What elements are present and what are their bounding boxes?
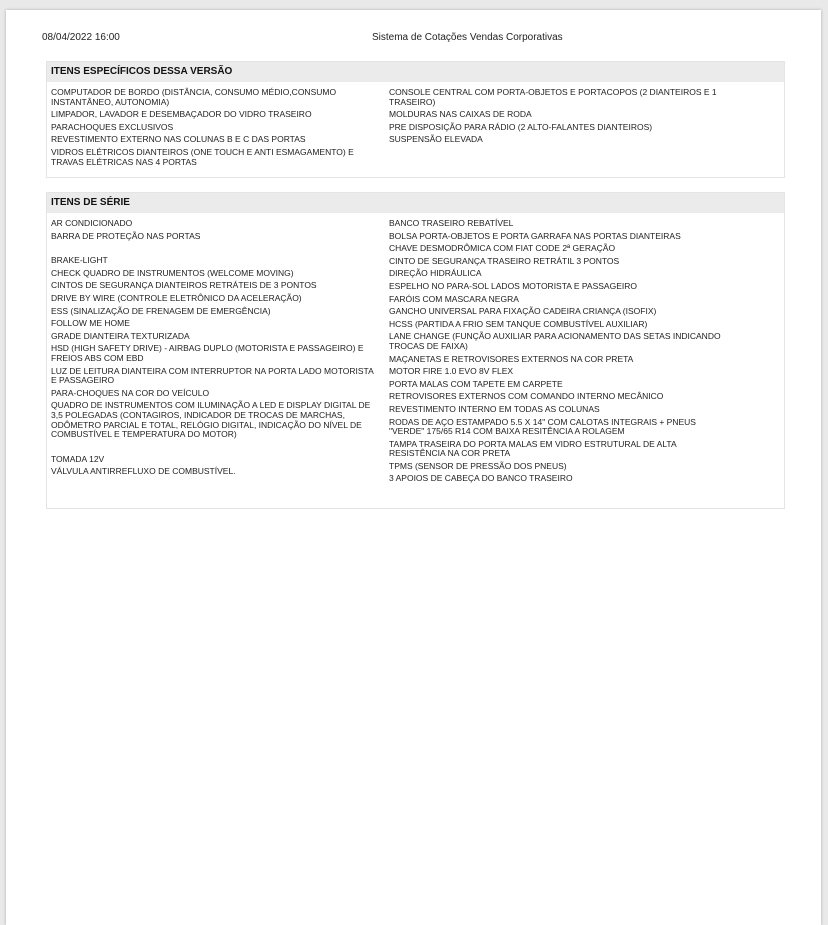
list-item: 3 APOIOS DE CABEÇA DO BANCO TRASEIRO [389, 473, 573, 484]
list-item: CHAVE DESMODRÔMICA COM FIAT CODE 2ª GERAÇÃO [389, 243, 616, 254]
list-item: CHECK QUADRO DE INSTRUMENTOS (WELCOME MOVING) [51, 267, 294, 278]
list-item: PARACHOQUES EXCLUSIVOS [51, 121, 174, 132]
specific-items-section [46, 61, 785, 178]
list-item: PARA-CHOQUES NA COR DO VEÍCULO [51, 387, 210, 398]
list-item: TOMADA 12V [51, 453, 105, 464]
list-item: RODAS DE AÇO ESTAMPADO 5.5 X 14" COM CALOTAS INTEGRAIS + PNEUS "VERDE" 175/65 R14 COM BAIXA RESITÊNCIA A ROLAGEM [389, 416, 696, 437]
list-item: GANCHO UNIVERSAL PARA FIXAÇÃO CADEIRA CRIANÇA (ISOFIX) [389, 306, 657, 317]
specific-items-right-column [389, 88, 729, 148]
list-item: DIREÇÃO HIDRÁULICA [389, 268, 482, 279]
list-item: BRAKE-LIGHT [51, 255, 108, 266]
page-header [42, 32, 783, 46]
list-item: DRIVE BY WIRE (CONTROLE ELETRÔNICO DA ACELERAÇÃO) [51, 292, 302, 303]
list-item: MAÇANETAS E RETROVISORES EXTERNOS NA COR PRETA [389, 353, 634, 364]
list-item: CINTO DE SEGURANÇA TRASEIRO RETRÁTIL 3 PONTOS [389, 255, 620, 266]
system-title: Sistema de Cotações Vendas Corporativas [372, 32, 563, 43]
series-items-section [46, 192, 785, 509]
list-item: LUZ DE LEITURA DIANTEIRA COM INTERRUPTOR NA PORTA LADO MOTORISTA E PASSAGEIRO [51, 365, 374, 386]
series-items-left-column [51, 219, 381, 480]
list-item: PORTA MALAS COM TAPETE EM CARPETE [389, 378, 563, 389]
list-item: VÁLVULA ANTIRREFLUXO DE COMBUSTÍVEL. [51, 466, 236, 477]
list-item: LANE CHANGE (FUNÇÃO AUXILIAR PARA ACIONAMENTO DAS SETAS INDICANDO TROCAS DE FAIXA) [389, 331, 721, 351]
list-item: COMPUTADOR DE BORDO (DISTÂNCIA, CONSUMO MÉDIO,CONSUMO INSTANTÂNEO, AUTONOMIA) [51, 87, 337, 107]
list-item: TAMPA TRASEIRA DO PORTA MALAS EM VIDRO ESTRUTURAL DE ALTA RESISTÊNCIA NA COR PRETA [389, 438, 677, 459]
list-item: SUSPENSÃO ELEVADA [389, 134, 483, 145]
list-item: BARRA DE PROTEÇÃO NAS PORTAS [51, 230, 201, 241]
list-item: AR CONDICIONADO [51, 218, 133, 228]
print-datetime: 08/04/2022 16:00 [42, 32, 120, 43]
section-title: ITENS ESPECÍFICOS DESSA VERSÃO [47, 62, 784, 82]
list-item: PRE DISPOSIÇÃO PARA RÁDIO (2 ALTO-FALANTES DIANTEIROS) [389, 121, 653, 132]
list-item: RETROVISORES EXTERNOS COM COMANDO INTERNO MECÂNICO [389, 391, 664, 402]
list-item: TPMS (SENSOR DE PRESSÃO DOS PNEUS) [389, 460, 567, 471]
series-items-right-column [389, 219, 729, 487]
list-item: LIMPADOR, LAVADOR E DESEMBAÇADOR DO VIDRO TRASEIRO [51, 109, 312, 120]
list-item: GRADE DIANTEIRA TEXTURIZADA [51, 330, 190, 341]
list-item: CONSOLE CENTRAL COM PORTA-OBJETOS E PORTACOPOS (2 DIANTEIROS E 1 TRASEIRO) [389, 87, 717, 107]
list-item: ESS (SINALIZAÇÃO DE FRENAGEM DE EMERGÊNCIA) [51, 305, 271, 316]
document-page [6, 10, 821, 925]
list-item: MOTOR FIRE 1.0 EVO 8V FLEX [389, 366, 514, 377]
specific-items-left-column [51, 88, 381, 170]
list-item: QUADRO DE INSTRUMENTOS COM ILUMINAÇÃO A LED E DISPLAY DIGITAL DE 3,5 POLEGADAS (CONTAGIROS, INDICADOR DE TROCAS DE MARCHAS, ODÔMETRO PARCIAL E TOTAL, RELÓGIO DIGITAL, INDICAÇÃO DO NÍVEL DE COMBUSTÍVEL E TEMPERATURA DO MOTOR) [51, 400, 371, 440]
list-item: BOLSA PORTA-OBJETOS E PORTA GARRAFA NAS PORTAS DIANTEIRAS [389, 230, 681, 241]
list-item: FARÓIS COM MASCARA NEGRA [389, 293, 519, 304]
list-item: MOLDURAS NAS CAIXAS DE RODA [389, 109, 532, 120]
list-item: VIDROS ELÉTRICOS DIANTEIROS (ONE TOUCH E ANTI ESMAGAMENTO) E TRAVAS ELÉTRICAS NAS 4 PORTAS [51, 146, 354, 167]
list-item: HCSS (PARTIDA A FRIO SEM TANQUE COMBUSTÍVEL AUXILIAR) [389, 318, 648, 329]
section-title: ITENS DE SÉRIE [47, 193, 784, 213]
list-item: BANCO TRASEIRO REBATÍVEL [389, 218, 514, 228]
list-item: REVESTIMENTO INTERNO EM TODAS AS COLUNAS [389, 403, 600, 414]
list-item: FOLLOW ME HOME [51, 318, 130, 329]
list-item: CINTOS DE SEGURANÇA DIANTEIROS RETRÁTEIS DE 3 PONTOS [51, 280, 317, 291]
list-item: HSD (HIGH SAFETY DRIVE) - AIRBAG DUPLO (MOTORISTA E PASSAGEIRO) E FREIOS ABS COM EBD [51, 343, 364, 363]
list-item: REVESTIMENTO EXTERNO NAS COLUNAS B E C DAS PORTAS [51, 134, 306, 145]
list-item: ESPELHO NO PARA-SOL LADOS MOTORISTA E PASSAGEIRO [389, 280, 637, 291]
